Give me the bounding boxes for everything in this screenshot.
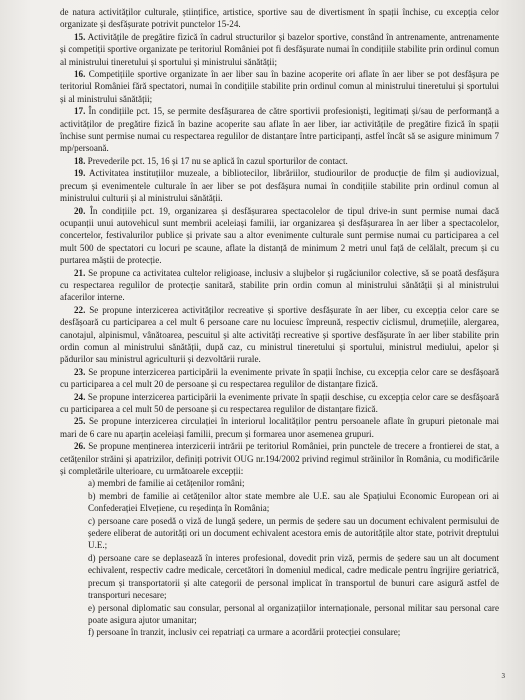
paragraph bbox=[60, 440, 499, 477]
paragraph-text: persoane care posedă o viză de lungă ședere, un permis de ședere sau un document echivalent permisului de ședere eliberat de autorități ori un document echivalent acestora emis de autoritățile altor state, potrivit dreptului U.E.; bbox=[88, 515, 499, 551]
list-item bbox=[60, 602, 499, 627]
list-item bbox=[60, 626, 499, 638]
list-item bbox=[60, 490, 499, 515]
paragraph bbox=[60, 155, 499, 167]
paragraph-text: Prevederile pct. 15, 16 și 17 nu se aplică în cazul sporturilor de contact. bbox=[87, 155, 348, 166]
paragraph bbox=[60, 267, 499, 304]
paragraph bbox=[60, 415, 499, 440]
paragraph-number: 15. bbox=[74, 31, 86, 42]
paragraph-text: Se propune interzicerea participării la evenimente private în spații închise, cu excepția celor care se desfășoară cu participarea a cel mult 20 de persoane și cu respectarea regulilor de distanțare fizică. bbox=[60, 366, 500, 390]
paragraph-number: 21. bbox=[74, 267, 86, 278]
list-item-marker: f) bbox=[88, 627, 95, 638]
paragraph bbox=[60, 105, 499, 155]
paragraph-text: Competițiile sportive organizate în aer liber sau în bazine acoperite ori aflate în aer liber se pot desfășura pe teritoriul României fără spectatori, numai în condițiile stabilite prin ordinul comun al ministrului tineretului și sportului și al ministrului sănătății; bbox=[60, 69, 499, 104]
paragraph-number: 26. bbox=[74, 441, 86, 452]
paragraph-text: Se propune interzicerea participării la evenimente private în spații deschise, cu excepția celor care se desfășoară cu participarea a cel mult 50 de persoane și cu respectarea regulilor de distanțare fizică. bbox=[60, 391, 499, 414]
page-number: 3 bbox=[501, 672, 505, 680]
list-item-marker: d) bbox=[88, 552, 96, 563]
paragraph-number: 18. bbox=[74, 155, 86, 166]
paragraph bbox=[60, 205, 499, 267]
paragraph-number: 23. bbox=[74, 366, 86, 377]
paragraph-text: Se propune ca activitatea cultelor religioase, inclusiv a slujbelor și rugăciunilor colective, să se poată desfășura cu respectarea regulilor de protecție sanitară, stabilite prin ordin comun al ministrului sănătății și al ministrului afacerilor interne. bbox=[60, 267, 499, 303]
paragraph-text: membri de familie ai cetățenilor altor state membre ale U.E. sau ale Spațiului Economic European ori ai Confederației Elvețiene, cu reședința în România; bbox=[88, 490, 499, 514]
paragraph-text: Activitățile de pregătire fizică în cadrul structurilor și bazelor sportive, constând în antrenamente, antrenamente și competiții sportive organizate pe teritoriul României pot fi desfășurate numai în condițiile stabilite prin ordinul comun al ministrului tineretului și sportului și ministrului sănătății; bbox=[60, 31, 499, 67]
list-item bbox=[60, 477, 499, 489]
list-item-marker: c) bbox=[88, 515, 96, 526]
list-item bbox=[60, 515, 499, 552]
paragraph-text: Se propune interzicerea activităților recreative și sportive desfășurate în aer liber, cu excepția celor care se desfășoară cu participarea a cel mult 6 persoane care nu locuiesc împreună, respectiv ciclismul, drumețiile, alergarea, canotajul, alpinismul, vânătoarea, pescuitul și alte activități recreative și sportive desfășurate în aer liber stabilite prin ordin comun al ministrului sănătății, după caz, cu ministrul tineretului și sportului, ministrul mediului, apelor și pădurilor sau ministrul agriculturii și dezvoltării rurale. bbox=[60, 304, 500, 365]
paragraph-text: persoane în tranzit, inclusiv cei repatriați ca urmare a acordării protecției consulare; bbox=[96, 627, 401, 638]
paragraph bbox=[60, 304, 499, 366]
paragraph-number: 25. bbox=[74, 416, 86, 427]
paragraph-number: 17. bbox=[74, 106, 86, 117]
paragraph-number: 16. bbox=[74, 69, 86, 80]
paragraph-number: 20. bbox=[74, 205, 86, 216]
list-item-marker: e) bbox=[88, 602, 96, 613]
paragraph bbox=[60, 391, 499, 416]
paragraph-text: persoane care se deplasează în interes profesional, dovedit prin viză, permis de ședere sau un alt document echivalent, respectiv cadre medicale, cercetători în domeniul medical, cadre medicale pentru îngrijire geriatrică, precum și transportatorii și alte categorii de personal implicat în transportul de bunuri care asigură astfel de transporturi necesare; bbox=[88, 552, 499, 601]
paragraph bbox=[60, 68, 499, 105]
document-body bbox=[60, 6, 499, 639]
list-item bbox=[60, 552, 499, 602]
list-item-marker: b) bbox=[88, 490, 96, 501]
paragraph-text: personal diplomatic sau consular, personal al organizațiilor internaționale, personal militar sau personal care poate asigura ajutor umanitar; bbox=[88, 602, 499, 625]
paragraph-text: În condițiile pct. 15, se permite desfășurarea de către sportivii profesioniști, legitimați și/sau de performanță a activităților de pregătire fizică în bazine acoperite sau aflate în aer liber, iar activitățile de pregătire fizică în spații închise sunt permise numai cu respectarea regulilor de distanțare între participanți, astfel încât să se asigure minimum 7 mp/persoană. bbox=[60, 106, 499, 154]
paragraph-number: 24. bbox=[74, 391, 86, 402]
paragraph-text: Se propune menținerea interzicerii intrării pe teritoriul României, prin punctele de trecere a frontierei de stat, a cetățenilor străini și apatrizilor, definiți potrivit OUG nr.194/2002 privind regimul străinilor în România, cu modificările și completările ulterioare, cu următoarele excepții: bbox=[60, 441, 499, 477]
paragraph bbox=[60, 366, 499, 391]
paragraph-number: 19. bbox=[74, 168, 86, 179]
paragraph-text: Se propune interzicerea circulației în interiorul localităților pentru persoanele aflate în grupuri pietonale mai mari de 6 care nu aparțin aceleiași familii, precum și formarea unor asemenea grupuri. bbox=[60, 416, 499, 439]
paragraph-text: de natura activităților culturale, științifice, artistice, sportive sau de divertisment în spații închise, cu excepția celor organizate și desfășurate potrivit punctelor 15-24. bbox=[60, 7, 499, 30]
paragraph bbox=[60, 31, 499, 68]
paragraph bbox=[60, 6, 499, 31]
paragraph bbox=[60, 167, 499, 204]
paragraph-text: Activitatea instituțiilor muzeale, a bibliotecilor, librăriilor, studiourilor de producție de film și audiovizual, precum și evenimentele culturale în aer liber se pot desfășura numai în condițiile stabilite prin ordinul comun al ministrului culturii și al ministrului sănătății. bbox=[60, 168, 499, 204]
paragraph-text: membri de familie ai cetățenilor români; bbox=[97, 478, 245, 489]
paragraph-number: 22. bbox=[74, 304, 86, 315]
list-item-marker: a) bbox=[88, 478, 96, 489]
paragraph-text: În condițiile pct. 19, organizarea și desfășurarea spectacolelor de tipul drive-in sunt permise numai dacă ocupanții unui autovehicul sunt membrii aceleiași familii, iar organizarea și desfășurarea în aer liber a spectacolelor, concertelor, festivalurilor publice și private sau a altor evenimente culturale sunt permise numai cu participarea a cel mult 500 de spectatori cu locuri pe scaune, aflate la distanță de minimum 2 metri unul față de celălalt, precum și cu purtarea măștii de protecție. bbox=[60, 205, 499, 266]
